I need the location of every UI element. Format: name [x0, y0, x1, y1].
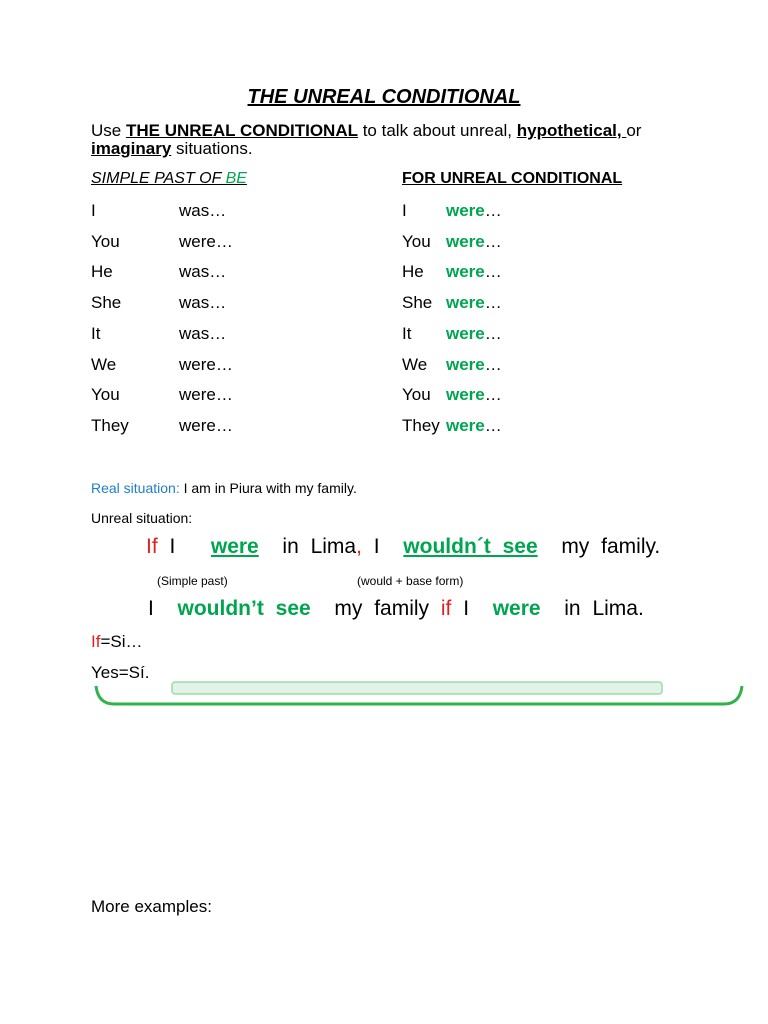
sentence2-wouldnt-see: wouldn’t see	[177, 597, 311, 620]
sentence1-in-lima: in Lima	[282, 535, 357, 558]
right-were-3: were	[446, 262, 485, 281]
right-dots-2: …	[484, 232, 502, 251]
right-subject-6: We	[402, 355, 428, 374]
right-were-1: were	[446, 201, 485, 220]
if-si-line	[91, 632, 143, 652]
real-situation-text: I am in Piura with my family.	[179, 480, 357, 496]
left-subject-2: You	[91, 232, 120, 251]
real-situation	[91, 480, 357, 496]
left-verb-1: was…	[179, 201, 227, 220]
intro-use: Use	[91, 121, 126, 140]
sentence1-my-family: my family.	[561, 535, 661, 558]
sentence1-if: If	[146, 535, 158, 558]
right-dots-1: …	[484, 201, 502, 220]
left-subject-1: I	[91, 201, 96, 220]
sentence1-comma: ,	[356, 535, 362, 558]
right-verb-2	[446, 232, 502, 252]
intro-line-2	[91, 139, 253, 159]
right-were-5: were	[446, 324, 485, 343]
unreal-situation-label: Unreal situation:	[91, 510, 193, 526]
right-verb-7	[446, 385, 502, 405]
left-subject-7: You	[91, 385, 120, 404]
intro-hypothetical: hypothetical,	[516, 121, 627, 140]
intro-imaginary: imaginary	[91, 139, 172, 158]
sentence1-i: I	[157, 535, 176, 558]
sentence1-were: were	[210, 535, 259, 558]
intro-mid: to talk about unreal,	[357, 121, 517, 140]
sentence1-i2: I	[361, 535, 380, 558]
right-dots-5: …	[484, 324, 502, 343]
right-were-7: were	[446, 385, 485, 404]
right-subject-5: It	[402, 324, 412, 343]
left-verb-8: were…	[179, 416, 233, 435]
right-verb-5	[446, 324, 502, 344]
right-were-4: were	[446, 293, 485, 312]
right-subject-3: He	[402, 262, 424, 281]
page-title: THE UNREAL CONDITIONAL	[247, 86, 521, 108]
left-verb-2: were…	[179, 232, 233, 251]
if-si-rest: =Si…	[100, 632, 143, 651]
decorative-bracket	[94, 680, 744, 710]
sentence2-if: if	[440, 597, 452, 620]
left-verb-3: was…	[179, 262, 227, 281]
sentence1-wouldnt-see: wouldn´t see	[403, 535, 538, 558]
sentence2-i: I	[451, 597, 470, 620]
sentence2-in-lima: in Lima.	[564, 597, 644, 620]
sentence2-my-family: my family	[334, 597, 441, 620]
right-dots-6: …	[484, 355, 502, 374]
right-dots-4: …	[484, 293, 502, 312]
bracket-inner-bar	[172, 682, 662, 694]
right-subject-4: She	[402, 293, 433, 312]
right-verb-8	[446, 416, 502, 436]
right-subject-1: I	[402, 201, 407, 220]
right-subject-7: You	[402, 385, 431, 404]
example-sentence-2	[148, 597, 644, 621]
left-header-prefix: SIMPLE PAST OF	[91, 170, 226, 187]
example-sentence-1	[146, 535, 660, 559]
if-word: If	[91, 632, 101, 651]
left-subject-6: We	[91, 355, 117, 374]
sentence2-were: were	[492, 597, 541, 620]
yes-si-line: Yes=Sí.	[91, 663, 150, 682]
intro-term: THE UNREAL CONDITIONAL	[125, 121, 358, 140]
left-column-header	[91, 170, 247, 188]
left-verb-5: was…	[179, 324, 227, 343]
note-would-base-form: (would + base form)	[357, 574, 464, 588]
more-examples-label: More examples:	[91, 897, 212, 916]
left-subject-3: He	[91, 262, 113, 281]
right-column-header: FOR UNREAL CONDITIONAL	[402, 170, 623, 187]
intro-or: or	[626, 121, 642, 140]
intro-end: situations.	[171, 139, 253, 158]
right-dots-8: …	[484, 416, 502, 435]
right-verb-6	[446, 355, 502, 375]
right-dots-3: …	[484, 262, 502, 281]
left-verb-7: were…	[179, 385, 233, 404]
left-subject-8: They	[91, 416, 129, 435]
right-were-6: were	[446, 355, 485, 374]
right-subject-2: You	[402, 232, 431, 251]
left-header-be: BE	[225, 170, 247, 187]
right-verb-3	[446, 262, 502, 282]
left-verb-4: was…	[179, 293, 227, 312]
left-subject-4: She	[91, 293, 122, 312]
right-subject-8: They	[402, 416, 440, 435]
right-verb-4	[446, 293, 502, 313]
left-verb-6: were…	[179, 355, 233, 374]
real-situation-label: Real situation:	[91, 480, 180, 496]
right-were-8: were	[446, 416, 485, 435]
note-simple-past: (Simple past)	[157, 574, 228, 588]
right-were-2: were	[446, 232, 485, 251]
sentence2-i: I	[148, 597, 154, 620]
intro-line-1	[91, 121, 641, 141]
right-dots-7: …	[484, 385, 502, 404]
right-verb-1	[446, 201, 502, 221]
left-subject-5: It	[91, 324, 101, 343]
